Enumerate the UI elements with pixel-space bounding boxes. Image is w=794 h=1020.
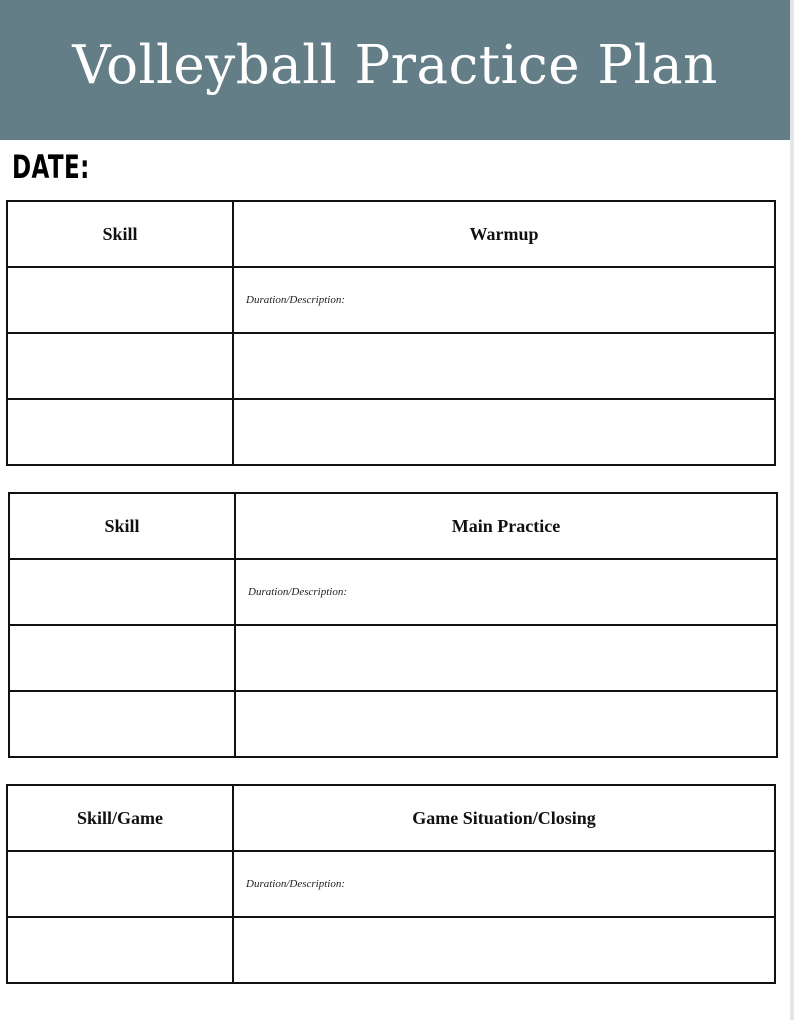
skill-cell[interactable] [9, 691, 235, 757]
table-row [7, 333, 775, 399]
skill-game-column-header: Skill/Game [7, 785, 233, 851]
warmup-table [6, 200, 776, 466]
skill-column-header: Skill [7, 201, 233, 267]
description-cell[interactable]: Duration/Description: [235, 559, 777, 625]
date-label: DATE: [12, 148, 90, 186]
table-row [9, 559, 777, 625]
skill-cell[interactable] [7, 917, 233, 983]
table-row [7, 917, 775, 983]
description-cell[interactable] [233, 917, 775, 983]
table-header-row [7, 785, 775, 851]
game-situation-table [6, 784, 776, 984]
main-practice-column-header: Main Practice [235, 493, 777, 559]
table-row [7, 851, 775, 917]
skill-cell[interactable] [7, 399, 233, 465]
skill-cell[interactable] [9, 559, 235, 625]
page-edge [790, 0, 794, 1020]
table-header-row [7, 201, 775, 267]
description-cell[interactable]: Duration/Description: [233, 267, 775, 333]
title-banner [0, 0, 790, 140]
description-cell[interactable] [235, 625, 777, 691]
page-title: Volleyball Practice Plan [72, 34, 718, 96]
warmup-column-header: Warmup [233, 201, 775, 267]
table-row [7, 267, 775, 333]
description-cell[interactable] [233, 399, 775, 465]
table-header-row [9, 493, 777, 559]
table-row [7, 399, 775, 465]
table-row [9, 691, 777, 757]
description-cell[interactable] [233, 333, 775, 399]
main-practice-table [8, 492, 778, 758]
description-cell[interactable] [235, 691, 777, 757]
description-cell[interactable]: Duration/Description: [233, 851, 775, 917]
skill-column-header: Skill [9, 493, 235, 559]
table-row [9, 625, 777, 691]
skill-cell[interactable] [7, 333, 233, 399]
game-situation-column-header: Game Situation/Closing [233, 785, 775, 851]
skill-cell[interactable] [9, 625, 235, 691]
skill-cell[interactable] [7, 851, 233, 917]
skill-cell[interactable] [7, 267, 233, 333]
